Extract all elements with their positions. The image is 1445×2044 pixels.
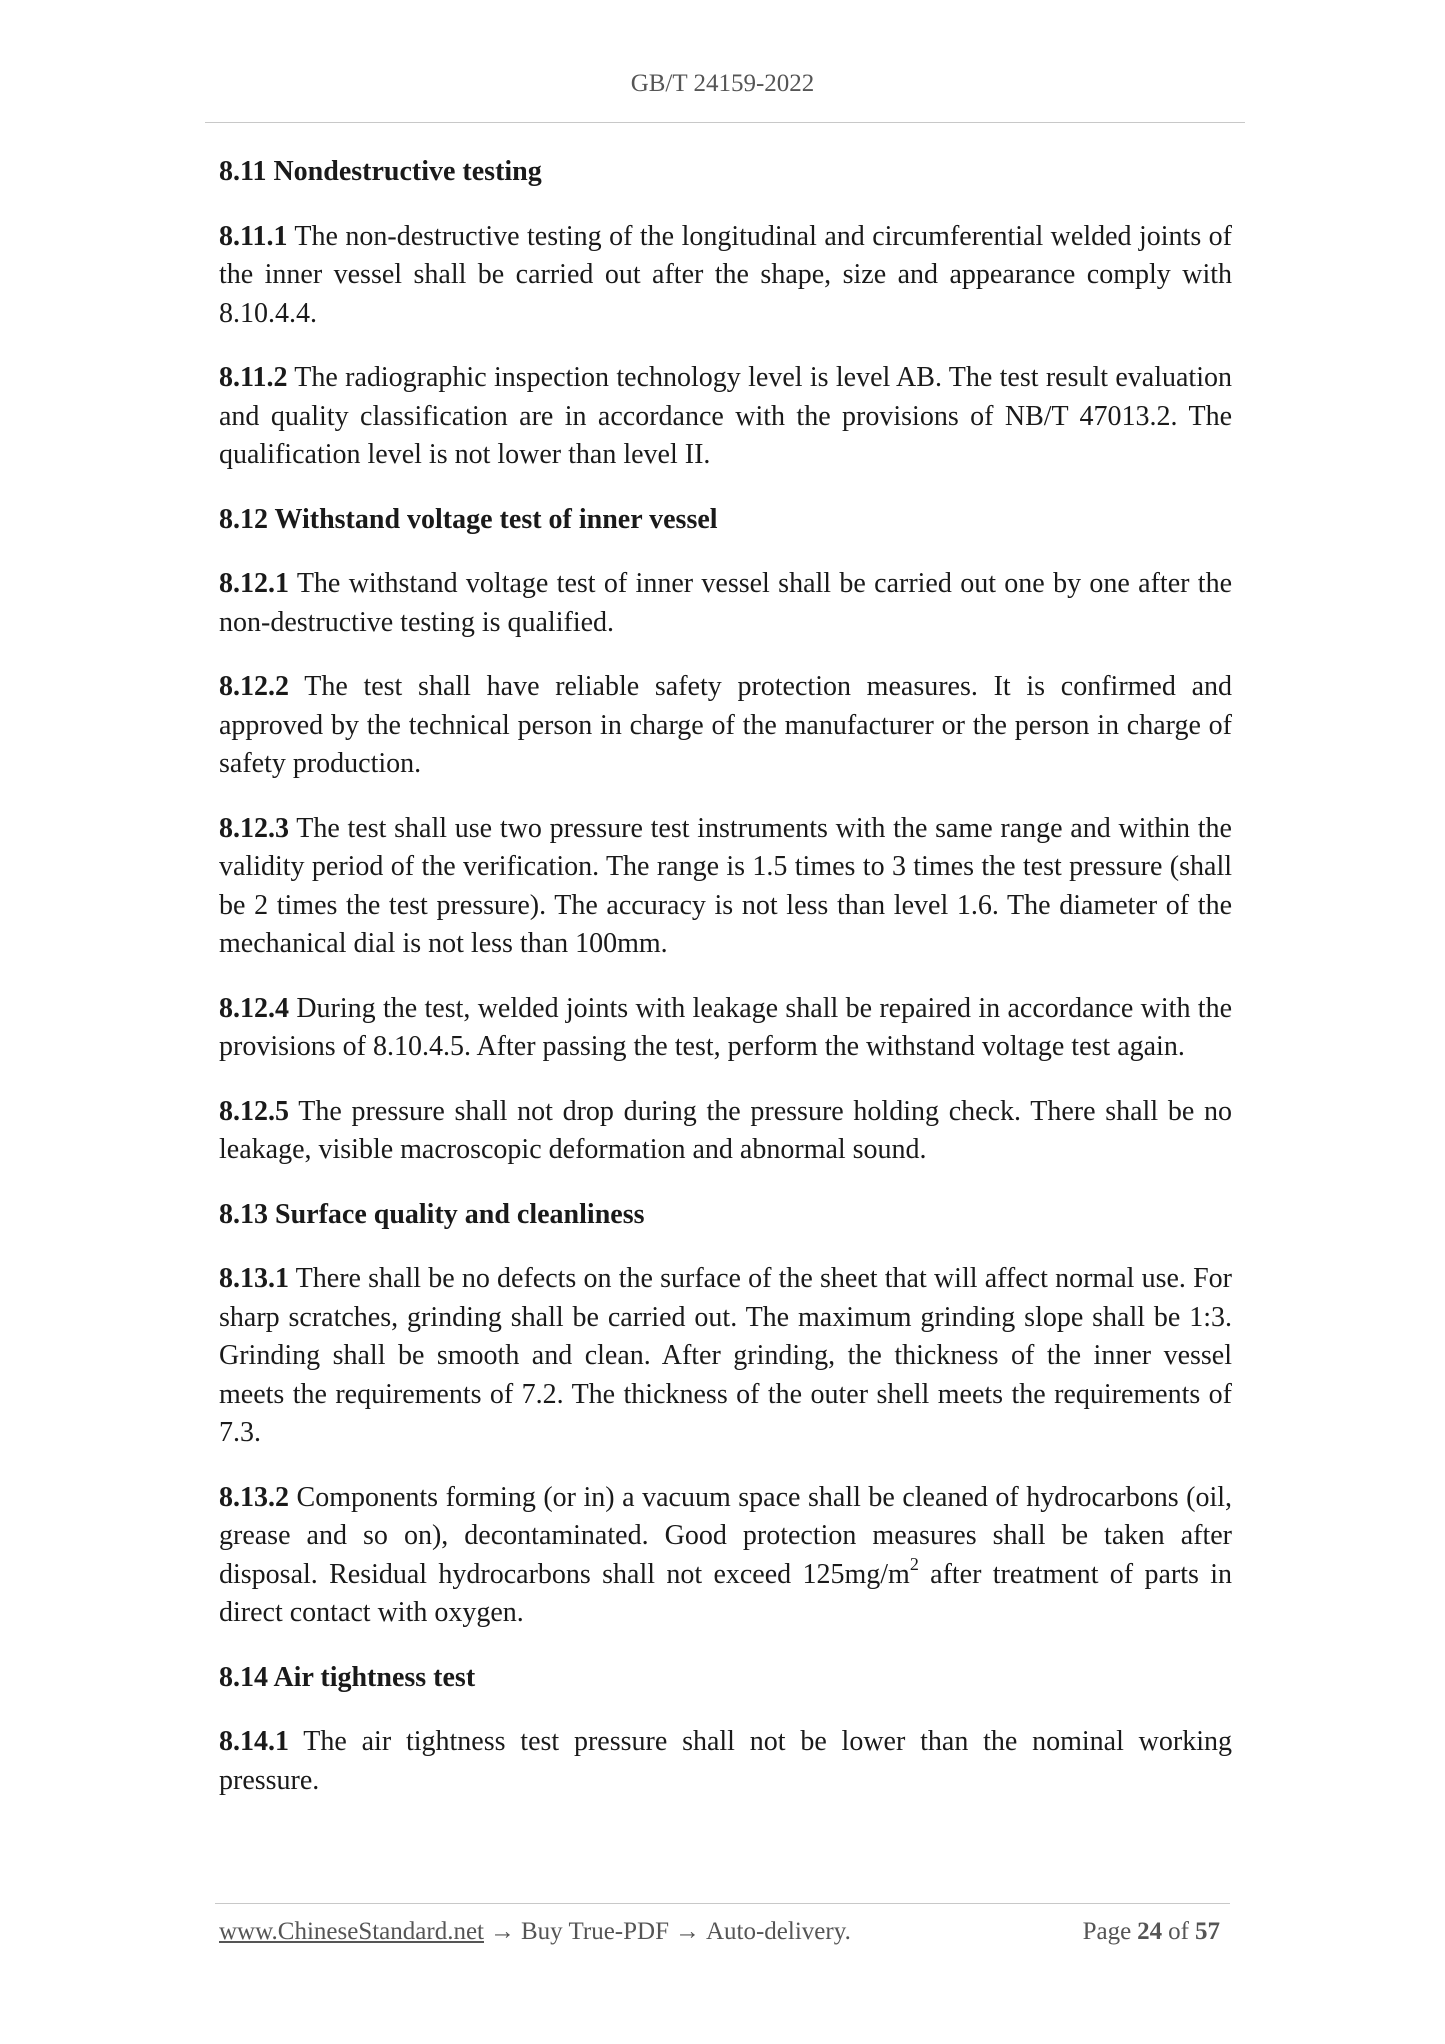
clause-text: There shall be no defects on the surface of the sheet that will affect normal use. For sharp scratches, grinding shall be carried out. The maximum grinding slope shall be 1:3. Grinding shall be smooth and clean. After grinding, the thickness of the inner vessel meets the requirements of 7.2. The thickness of the outer shell meets the requirements of 7.3.: [219, 1263, 1232, 1448]
page-total: 57: [1195, 1918, 1220, 1945]
clause-text: The test shall use two pressure test instruments with the same range and within the validity period of the verification. The range is 1.5 times to 3 times the test pressure (shall be 2 times the test pressure). The accuracy is not less than level 1.6. The diameter of the mechanical dial is not less than 100mm.: [219, 812, 1232, 959]
clause-text-continued: after treatment of parts in direct contact with oxygen.: [219, 1558, 1232, 1628]
footer-divider: [215, 1903, 1230, 1904]
clause-text: During the test, welded joints with leakage shall be repaired in accordance with the provisions of 8.10.4.5. After passing the test, perform the withstand voltage test again.: [219, 992, 1232, 1062]
section-heading-8-13: 8.13 Surface quality and cleanliness: [219, 1198, 645, 1230]
clause-text: The test shall have reliable safety protection measures. It is confirmed and approved by the technical person in charge of the manufacturer or the person in charge of safety production.: [219, 671, 1232, 779]
clause-text: Components forming (or in) a vacuum space shall be cleaned of hydrocarbons (oil, grease and so on), decontaminated. Good protection measures shall be taken after disposal. Residual hydrocarbons shall not exceed 125mg/m: [219, 1481, 1232, 1590]
superscript: 2: [909, 1554, 919, 1575]
header-divider: [205, 122, 1245, 123]
section-heading-8-11: 8.11 Nondestructive testing: [219, 156, 542, 187]
clause-8-12-5: [219, 1093, 1232, 1170]
clause-8-12-4: [219, 990, 1232, 1067]
page-indicator: [1083, 1918, 1226, 1946]
document-body: [219, 153, 1232, 1826]
page-header: GB/T 24159-2022: [630, 70, 815, 97]
clause-number: 8.13.1: [219, 1263, 289, 1294]
clause-8-11-2: [219, 359, 1232, 475]
of-label: of: [1168, 1918, 1189, 1945]
clause-8-12-3: [219, 810, 1232, 964]
clause-number: 8.12.1: [219, 568, 289, 599]
clause-8-11-1: [219, 218, 1232, 334]
arrow-right-icon: →: [674, 1918, 700, 1945]
clause-8-14-1: [219, 1723, 1232, 1800]
section-heading-8-14: 8.14 Air tightness test: [219, 1661, 476, 1693]
clause-text: The non-destructive testing of the longitudinal and circumferential welded joints of the inner vessel shall be carried out after the shape, size and appearance comply with 8.10.4.4.: [219, 220, 1232, 329]
clause-number: 8.11.2: [219, 362, 288, 393]
clause-8-12-2: [219, 668, 1232, 784]
clause-number: 8.12.4: [219, 992, 289, 1024]
clause-8-12-1: [219, 565, 1232, 642]
page-footer: [219, 1918, 1226, 1946]
arrow-right-icon: →: [490, 1918, 515, 1945]
clause-8-13-1: [219, 1260, 1232, 1453]
clause-text: The pressure shall not drop during the pressure holding check. There shall be no leakage, visible macroscopic deformation and abnormal sound.: [219, 1095, 1232, 1165]
clause-number: 8.12.2: [219, 671, 289, 702]
clause-8-13-2: [219, 1479, 1232, 1633]
buy-pdf-text: Buy True-PDF: [521, 1918, 669, 1945]
page-current: 24: [1137, 1918, 1163, 1945]
delivery-text: Auto-delivery.: [705, 1918, 851, 1945]
section-heading-8-12: 8.12 Withstand voltage test of inner vessel: [219, 503, 718, 535]
clause-number: 8.14.1: [219, 1726, 289, 1757]
clause-text: The withstand voltage test of inner vessel shall be carried out one by one after the non-destructive testing is qualified.: [219, 568, 1232, 638]
clause-number: 8.11.1: [219, 220, 288, 252]
clause-text: The radiographic inspection technology level is level AB. The test result evaluation and quality classification are in accordance with the provisions of NB/T 47013.2. The qualification level is not lower than level II.: [219, 362, 1232, 470]
website-link[interactable]: www.ChineseStandard.net: [219, 1918, 484, 1945]
clause-number: 8.12.5: [219, 1095, 289, 1127]
clause-number: 8.12.3: [219, 812, 289, 844]
footer-links: [219, 1918, 851, 1946]
page-label: Page: [1082, 1918, 1132, 1945]
clause-text: The air tightness test pressure shall not be lower than the nominal working pressure.: [219, 1726, 1232, 1796]
clause-number: 8.13.2: [219, 1481, 289, 1513]
